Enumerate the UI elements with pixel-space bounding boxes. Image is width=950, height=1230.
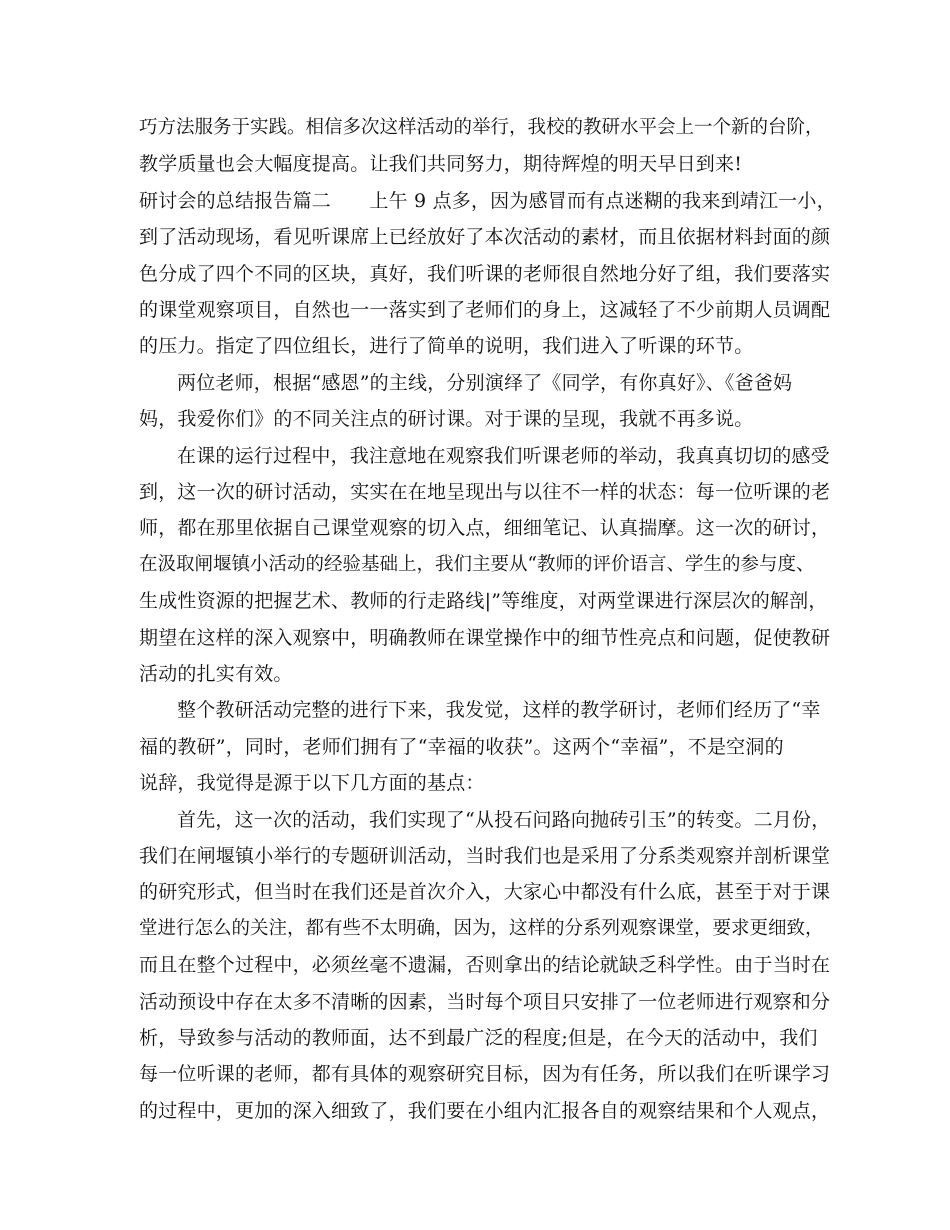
text-line-11: 到，这一次的研讨活动，实实在在地呈现出与以往不一样的状态：每一位听课的老 [139, 481, 831, 503]
text-line-15: 期望在这样的深入观察中，明确教师在课堂操作中的细节性亮点和问题，促使教研 [139, 627, 831, 649]
text-line-7: 的压力。指定了四位组长，进行了简单的说明，我们进入了听课的环节。 [139, 335, 754, 357]
text-line-14: 生成性资源的把握艺术、教师的行走路线|”等维度，对两堂课进行深层次的解剖， [139, 590, 828, 612]
text-line-19: 说辞，我觉得是源于以下几方面的基点： [139, 772, 485, 794]
text-line-21: 我们在闸堰镇小举行的专题研训活动，当时我们也是采用了分系类观察并剖析课堂 [139, 845, 831, 867]
text-line-10: 在课的运行过程中，我注意地在观察我们听课老师的举动，我真真切切的感受 [177, 445, 830, 467]
text-line-28: 的过程中，更加的深入细致了，我们要在小组内汇报各自的观察结果和个人观点， [139, 1100, 831, 1122]
text-line-4: 到了活动现场，看见听课席上已经放好了本次活动的素材，而且依据材料封面的颜 [139, 226, 831, 248]
text-line-6: 的课堂观察项目，自然也一一落实到了老师们的身上，这减轻了不少前期人员调配 [139, 299, 831, 321]
text-line-16: 活动的扎实有效。 [139, 663, 293, 685]
text-line-1: 巧方法服务于实践。相信多次这样活动的举行，我校的教研水平会上一个新的台阶， [139, 117, 824, 138]
text-line-23: 堂进行怎么的关注，都有些不太明确，因为，这样的分系列观察课堂，要求更细致， [139, 918, 824, 939]
text-line-12: 师，都在那里依据自己课堂观察的切入点，细细笔记、认真揣摩。这一次的研讨， [139, 517, 831, 539]
text-line-24: 而且在整个过程中，必须丝毫不遗漏，否则拿出的结论就缺乏科学性。由于当时在 [139, 954, 831, 976]
text-line-18: 福的教研”，同时，老师们拥有了“幸福的收获”。这两个“幸福”，不是空洞的 [139, 736, 784, 758]
text-line-26: 析，导致参与活动的教师面，达不到最广泛的程度;但是，在今天的活动中，我们 [139, 1027, 818, 1049]
text-line-22: 的研究形式，但当时在我们还是首次介入，大家心中都没有什么底，甚至于对于课 [139, 881, 831, 903]
text-line-13: 在汲取闸堰镇小活动的经验基础上，我们主要从“教师的评价语言、学生的参与度、 [139, 554, 815, 575]
text-line-8: 两位老师，根据“感恩”的主线，分别演绎了《同学，有你真好》、《爸爸妈 [177, 372, 793, 394]
text-line-9: 妈，我爱你们》的不同关注点的研讨课。对于课的呈现，我就不再多说。 [139, 408, 754, 430]
text-line-20: 首先，这一次的活动，我们实现了“从投石问路向抛砖引玉”的转变。二月份， [177, 809, 831, 831]
text-line-27: 每一位听课的老师，都有具体的观察研究目标，因为有任务，所以我们在听课学习 [139, 1063, 831, 1085]
text-line-5: 色分成了四个不同的区块，真好，我们听课的老师很自然地分好了组，我们要落实 [139, 263, 831, 285]
text-line-3: 研讨会的总结报告篇二 上午 9 点多，因为感冒而有点迷糊的我来到靖江一小， [139, 190, 836, 212]
text-line-2: 教学质量也会大幅度提高。让我们共同努力，期待辉煌的明天早日到来! [139, 153, 743, 175]
text-line-17: 整个教研活动完整的进行下来，我发觉，这样的教学研讨，老师们经历了“幸 [177, 699, 821, 721]
text-line-25: 活动预设中存在太多不清晰的因素，当时每个项目只安排了一位老师进行观察和分 [139, 991, 831, 1013]
